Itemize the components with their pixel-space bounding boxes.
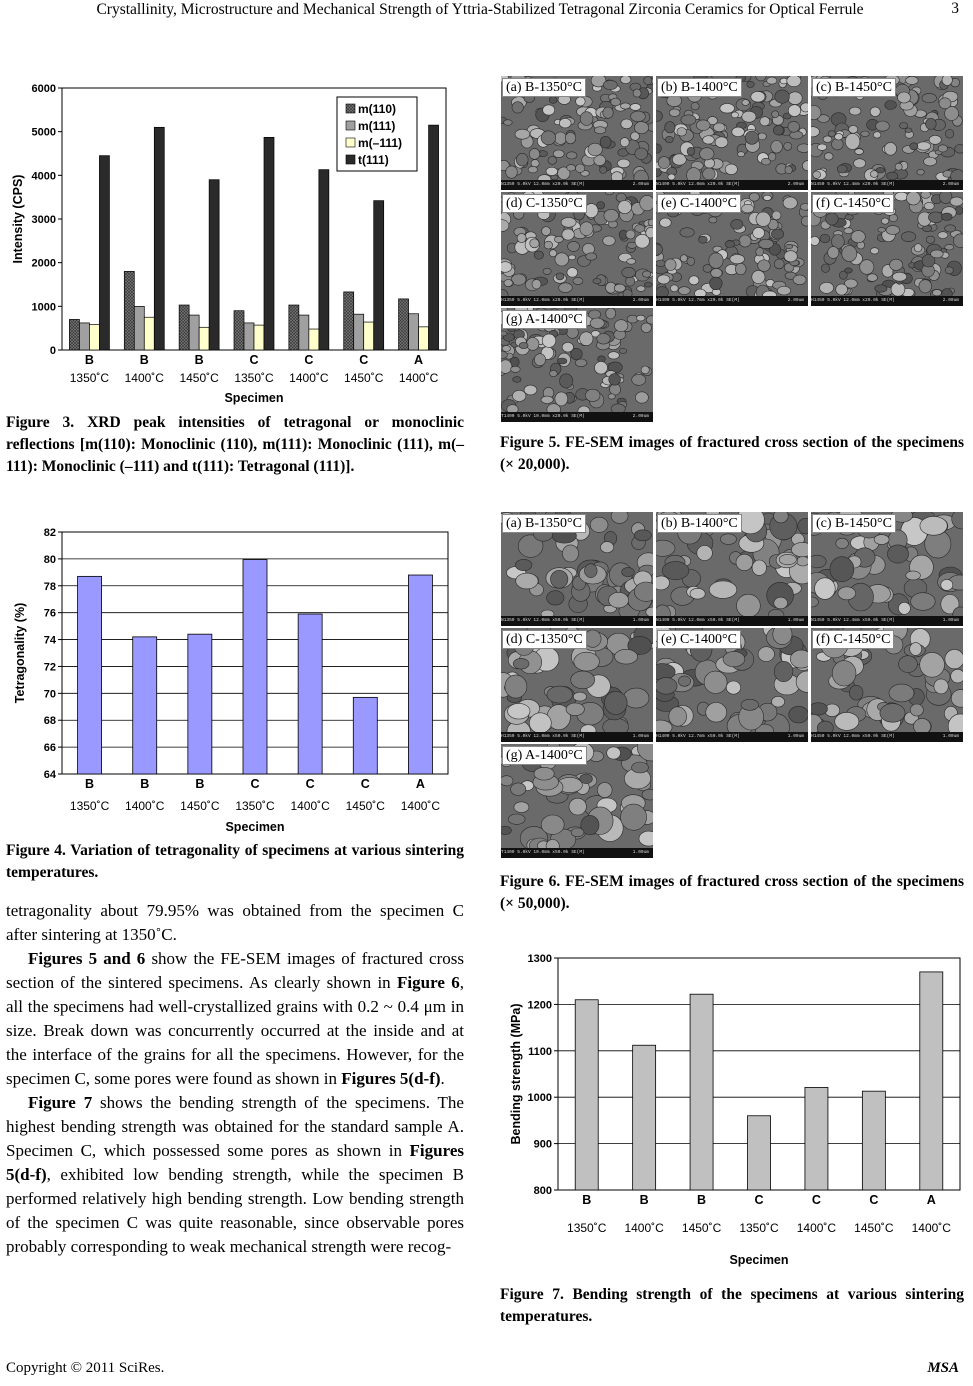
fig3-ytick-label: 0 [49, 345, 56, 357]
fig4-xtick-temp: 1450˚C [345, 799, 385, 813]
fig7-bar [920, 972, 943, 1190]
fig4-ytick-label: 80 [43, 553, 56, 566]
fig6-sem-databar [656, 616, 808, 626]
fig3-xtick-label: C [249, 353, 259, 367]
fig7-ytick-label: 800 [533, 1185, 552, 1197]
fig3-ytick-label: 4000 [31, 170, 56, 183]
fig5-sem-image [501, 76, 653, 190]
fig3-bar [179, 305, 189, 350]
fig4-ytick-label: 72 [43, 661, 56, 674]
fig5-sem-image [656, 76, 808, 190]
fig6-sem-label: (g) A-1400°C [502, 746, 587, 765]
fig4-bar [298, 614, 322, 774]
fig5-sem-scale: 2.00um [632, 414, 649, 419]
fig3-bar [309, 329, 319, 350]
fig6-sem-image [811, 628, 963, 742]
fig3-xtick-label: B [139, 353, 149, 367]
figure-4-chart [0, 518, 470, 838]
fig4-bar [353, 697, 377, 774]
fig4-xtick-label: B [195, 777, 205, 791]
fig6-sem-scale: 1.00um [632, 618, 649, 623]
fig4-ytick-label: 78 [43, 580, 56, 593]
fig4-xtick-temp: 1350˚C [69, 799, 110, 813]
fig6-sem-databar-text: N1450 5.0kV 12.4mm x50.0k SE(M) [811, 618, 895, 623]
fig3-ylabel: Intensity (CPS) [11, 174, 25, 264]
fig5-sem-scale: 2.00um [632, 298, 649, 303]
fig7-bar [575, 1000, 598, 1190]
fig6-sem-label: (c) B-1450°C [812, 514, 896, 533]
fig3-xtick-label: B [194, 353, 204, 367]
fig4-xtick-temp: 1450˚C [180, 799, 220, 813]
fig3-bar [399, 299, 409, 350]
fig4-xtick-label: B [140, 777, 150, 791]
fig5-sem-databar [656, 180, 808, 190]
fig5-sem-scale: 2.00um [787, 182, 804, 187]
fig5-sem-databar-text: T1400 5.0kV 10.0mm x20.0k SE(M) [501, 414, 585, 419]
fig3-xtick-temp: 1400˚C [289, 371, 329, 385]
page-number: 3 [951, 0, 959, 17]
fig7-xtick-label: C [754, 1193, 764, 1207]
fig7-xtick-temp: 1450˚C [681, 1221, 722, 1235]
fig6-sem-label: (b) B-1400°C [657, 514, 742, 533]
fig7-xtick-label: C [869, 1193, 879, 1207]
fig3-legend-swatch [346, 121, 355, 130]
fig4-xtick-label: B [85, 777, 95, 791]
body-text [6, 899, 464, 1259]
fig6-sem-databar [501, 848, 653, 858]
fig7-ytick-label: 1300 [527, 953, 552, 965]
fig4-xtick-label: A [415, 777, 425, 791]
fig7-xtick-label: B [639, 1193, 649, 1207]
fig3-bar [419, 327, 429, 350]
fig6-sem-databar [501, 732, 653, 742]
fig3-xtick-label: B [84, 353, 94, 367]
fig5-sem-label: (g) A-1400°C [502, 310, 587, 329]
fig3-ytick-label: 5000 [31, 126, 56, 139]
fig7-xlabel: Specimen [729, 1253, 789, 1267]
fig3-bar [254, 325, 264, 350]
fig5-sem-databar [811, 180, 963, 190]
fig5-sem-image [811, 192, 963, 306]
fig3-legend-swatch [346, 138, 355, 147]
fig7-xtick-temp: 1400˚C [624, 1221, 664, 1235]
fig3-legend-label: m(–111) [358, 136, 403, 150]
fig7-xtick-label: B [697, 1193, 707, 1207]
fig6-sem-databar [811, 732, 963, 742]
fig3-bar [134, 306, 144, 350]
fig4-ytick-label: 66 [43, 742, 56, 755]
fig6-sem-image [656, 628, 808, 742]
fig7-xtick-temp: 1450˚C [854, 1221, 894, 1235]
fig6-sem-label: (f) C-1450°C [812, 630, 894, 649]
fig6-sem-image [811, 512, 963, 626]
fig6-sem-databar-text: T1400 5.0kV 10.0mm x50.0k SE(M) [501, 850, 585, 855]
fig7-ytick-label: 1100 [528, 1045, 552, 1058]
fig4-xtick-label: C [305, 777, 315, 791]
fig3-legend-swatch [346, 155, 355, 164]
fig6-sem-databar [811, 616, 963, 626]
fig4-ytick-label: 74 [43, 634, 56, 647]
fig5-sem-label: (d) C-1350°C [502, 194, 587, 213]
fig6-sem-scale: 1.00um [942, 734, 959, 739]
fig3-ytick-label: 3000 [31, 214, 56, 226]
fig3-bar [374, 201, 384, 350]
fig7-xtick-label: A [926, 1193, 936, 1207]
fig3-bar [289, 305, 299, 350]
fig6-sem-scale: 1.00um [632, 850, 649, 855]
fig5-sem-databar-text: H1450 5.0kV 12.0mm x20.0k SE(M) [811, 298, 895, 303]
fig5-sem-databar [501, 412, 653, 422]
fig3-bar [354, 314, 364, 350]
fig5-sem-scale: 2.00um [787, 298, 804, 303]
fig4-xtick-temp: 1350˚C [235, 799, 275, 813]
fig3-bar [264, 137, 274, 350]
fig5-sem-databar [811, 296, 963, 306]
fig5-sem-label: (a) B-1350°C [502, 78, 586, 97]
fig3-xtick-temp: 1350˚C [234, 371, 274, 385]
fig3-bar [69, 319, 79, 350]
fig3-bar [189, 315, 199, 350]
fig7-bar [633, 1045, 656, 1190]
fig3-xtick-temp: 1400˚C [398, 371, 439, 385]
fig4-xtick-temp: 1400˚C [400, 799, 441, 813]
fig7-bar [862, 1091, 885, 1190]
fig4-bar [408, 575, 432, 774]
figure-7-chart [500, 944, 970, 1274]
fig6-sem-label: (a) B-1350°C [502, 514, 586, 533]
fig5-sem-scale: 2.00um [942, 298, 959, 303]
fig3-legend-swatch [346, 104, 355, 113]
footer-journal: MSA [927, 1360, 959, 1376]
fig5-sem-image [811, 76, 963, 190]
fig3-bar [319, 170, 329, 350]
fig4-bar [243, 560, 267, 774]
fig4-xlabel: Specimen [225, 820, 285, 834]
fig6-sem-image [656, 512, 808, 626]
fig3-bar [234, 311, 244, 350]
fig6-sem-databar-text: N1350 5.0kV 12.0mm x50.0k SE(M) [501, 618, 585, 623]
fig7-bar [748, 1116, 771, 1190]
fig5-sem-databar [501, 180, 653, 190]
fig4-bar [78, 576, 102, 774]
fig3-bar [299, 315, 309, 350]
fig6-sem-scale: 1.00um [787, 734, 804, 739]
fig7-xtick-label: B [582, 1193, 592, 1207]
fig5-sem-scale: 2.00um [942, 182, 959, 187]
figure-5-sem-grid [501, 76, 963, 420]
fig6-sem-databar [501, 616, 653, 626]
fig5-sem-scale: 2.00um [632, 182, 649, 187]
fig3-legend-label: m(111) [358, 119, 396, 133]
fig7-ytick-label: 900 [533, 1138, 552, 1151]
fig4-xtick-temp: 1400˚C [290, 799, 330, 813]
fig3-bar [99, 156, 109, 350]
fig3-bar [244, 323, 254, 350]
fig3-bar [124, 271, 134, 350]
fig4-ylabel: Tetragonality (%) [13, 602, 27, 704]
fig6-sem-image [501, 512, 653, 626]
fig6-sem-scale: 1.00um [942, 618, 959, 623]
fig3-xtick-temp: 1350˚C [69, 371, 110, 385]
fig3-ytick-label: 6000 [31, 83, 56, 95]
fig3-bar [429, 125, 439, 350]
fig3-xtick-temp: 1450˚C [179, 371, 219, 385]
fig6-sem-label: (e) C-1400°C [657, 630, 741, 649]
fig7-bar [690, 994, 713, 1190]
fig3-bar [199, 327, 209, 350]
fig6-sem-databar [656, 732, 808, 742]
fig3-bar [409, 314, 419, 350]
fig4-xtick-label: C [250, 777, 260, 791]
fig4-xtick-temp: 1400˚C [125, 799, 165, 813]
figure-3-chart [0, 76, 470, 410]
figure-4-caption: Figure 4. Variation of tetragonality of specimens at various sintering temperatures. [6, 842, 464, 881]
figure-5-caption: Figure 5. FE-SEM images of fractured cross section of the specimens (× 20,000). [500, 434, 964, 473]
figure-6-caption: Figure 6. FE-SEM images of fractured cross section of the specimens (× 50,000). [500, 873, 964, 912]
fig4-ytick-label: 64 [43, 769, 56, 781]
figure-7-caption: Figure 7. Bending strength of the specimens at various sintering temperatures. [500, 1286, 964, 1325]
fig3-ytick-label: 1000 [31, 301, 56, 314]
paragraph-2: Figures 5 and 6 show the FE-SEM images of fractured cross section of the sintered specimens. As clearly shown in Figure 6, all the specimens had well-crystallized grains with 0.2 ~ 0.4 μm in size. Break down was concurrently occurred at the inside and at the interface of the grains for all the specimens. However, for the specimen C, some pores were found as shown in Figures 5(d-f). [6, 949, 464, 1088]
fig5-sem-label: (c) B-1450°C [812, 78, 896, 97]
fig7-ytick-label: 1000 [527, 1092, 552, 1105]
fig5-sem-label: (b) B-1400°C [657, 78, 742, 97]
fig4-ytick-label: 68 [43, 715, 56, 728]
fig3-xtick-label: A [414, 353, 424, 367]
fig3-xtick-label: C [359, 353, 369, 367]
fig5-sem-databar-text: H1350 5.0kV 12.0mm x20.0k SE(M) [501, 298, 585, 303]
fig5-sem-image [656, 192, 808, 306]
paragraph-1: tetragonality about 79.95% was obtained from the specimen C after sintering at 1350˚C. [6, 901, 464, 944]
fig7-bar [805, 1087, 828, 1190]
fig6-sem-label: (d) C-1350°C [502, 630, 587, 649]
fig5-sem-label: (f) C-1450°C [812, 194, 894, 213]
fig3-xlabel: Specimen [224, 391, 284, 405]
fig3-legend-label: m(110) [358, 102, 397, 116]
fig7-xtick-label: C [811, 1193, 821, 1207]
fig4-ytick-label: 76 [43, 607, 56, 620]
fig5-sem-databar [501, 296, 653, 306]
fig5-sem-label: (e) C-1400°C [657, 194, 741, 213]
running-header: Crystallinity, Microstructure and Mechanical Strength of Yttria-Stabilized Tetragonal Zirconia Ceramics for Optical Ferrule [96, 1, 864, 18]
fig3-legend-label: t(111) [358, 153, 389, 167]
fig3-ytick-label: 2000 [31, 257, 56, 270]
fig5-sem-databar-text: N1400 5.0kV 12.0mm x20.0k SE(M) [656, 182, 740, 187]
fig3-bar [79, 323, 89, 350]
fig4-bar [133, 637, 157, 774]
fig7-xtick-temp: 1350˚C [567, 1221, 607, 1235]
fig4-xtick-label: C [360, 777, 370, 791]
fig5-sem-image [501, 192, 653, 306]
fig4-bar [188, 634, 212, 774]
fig6-sem-databar-text: N1400 5.0kV 12.0mm x50.0k SE(M) [656, 618, 740, 623]
fig6-sem-scale: 1.00um [632, 734, 649, 739]
fig4-ytick-label: 70 [43, 688, 56, 701]
fig5-sem-databar-text: N1350 5.0kV 12.0mm x20.0k SE(M) [501, 182, 585, 187]
fig7-ylabel: Bending strength (MPa) [509, 1003, 523, 1145]
fig5-sem-image [501, 308, 653, 422]
fig6-sem-databar-text: H1350 5.0kV 12.0mm x50.0k SE(M) [501, 734, 585, 739]
fig6-sem-image [501, 744, 653, 858]
fig7-ytick-label: 1200 [527, 999, 552, 1012]
fig3-xtick-label: C [304, 353, 314, 367]
fig3-xtick-temp: 1450˚C [344, 371, 384, 385]
fig3-xtick-temp: 1400˚C [124, 371, 164, 385]
fig3-bar [364, 322, 374, 350]
fig3-bar [154, 127, 164, 350]
figure-3-caption: Figure 3. XRD peak intensities of tetragonal or monoclinic reflections [m(110): Monoclinic (110), m(111): Monoclinic (111), m(–111): Monoclinic (–111) and t(111): Tetragonal (111)]. [6, 414, 464, 475]
fig6-sem-image [501, 628, 653, 742]
fig6-sem-databar-text: H1450 5.0kV 12.0mm x50.0k SE(M) [811, 734, 895, 739]
fig4-ytick-label: 82 [43, 527, 56, 539]
footer-copyright: Copyright © 2011 SciRes. [6, 1360, 165, 1376]
fig3-bar [89, 325, 99, 350]
fig6-sem-databar-text: H1400 5.0kV 12.7mm x50.0k SE(M) [656, 734, 740, 739]
paragraph-3: Figure 7 shows the bending strength of the specimens. The highest bending strength was obtained for the standard sample A. Specimen C, which possessed some pores as shown in Figures 5(d-f), exhibited low bending strength, while the specimen B performed relatively high bending strength. Low bending strength of the specimen C was quite reasonable, since observable pores probably corresponding to weak mechanical strength were recog- [6, 1093, 464, 1256]
fig5-sem-databar-text: N1450 5.0kV 12.4mm x20.0k SE(M) [811, 182, 895, 187]
figure-6-sem-grid [501, 512, 963, 858]
fig5-sem-databar-text: H1400 5.0kV 12.7mm x20.0k SE(M) [656, 298, 740, 303]
fig7-xtick-temp: 1350˚C [739, 1221, 779, 1235]
fig3-bar [144, 317, 154, 350]
fig7-xtick-temp: 1400˚C [911, 1221, 951, 1235]
fig6-sem-scale: 1.00um [787, 618, 804, 623]
fig5-sem-databar [656, 296, 808, 306]
fig3-bar [344, 292, 354, 350]
fig3-bar [209, 180, 219, 350]
fig7-xtick-temp: 1400˚C [796, 1221, 837, 1235]
